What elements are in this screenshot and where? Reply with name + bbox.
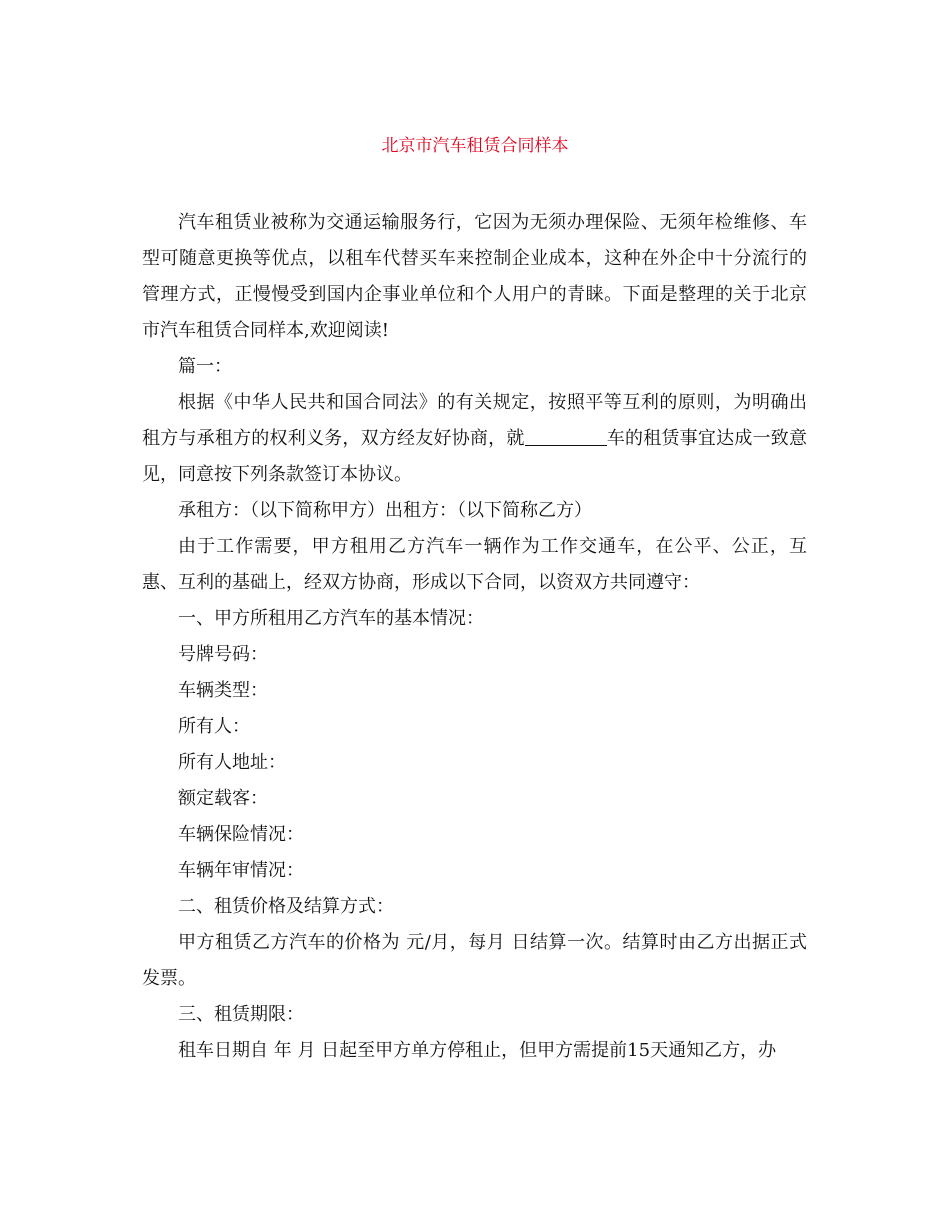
document-title: 北京市汽车租赁合同样本	[381, 136, 569, 156]
field-vehicle-type: 车辆类型：	[178, 680, 268, 701]
clause2-text: 甲方租赁乙方汽车的价格为 元/月，每月 日结算一次。结算时由乙方出据正式发票。	[142, 932, 807, 989]
clause3-heading: 三、租赁期限：	[178, 1004, 304, 1025]
field-insurance: 车辆保险情况：	[178, 824, 304, 845]
purpose-paragraph: 由于工作需要，甲方租用乙方汽车一辆作为工作交通车，在公平、公正，互惠、互利的基础上，经双方协商，形成以下合同，以资双方共同遵守：	[142, 536, 807, 593]
field-annual-inspection: 车辆年审情况：	[178, 860, 304, 881]
intro-paragraph: 汽车租赁业被称为交通运输服务行，它因为无须办理保险、无须年检维修、车型可随意更换等优点，以租车代替买车来控制企业成本，这种在外企中十分流行的管理方式，正慢慢受到国内企事业单位和个人用户的青睐。下面是整理的关于北京市汽车租赁合同样本,欢迎阅读!	[142, 212, 807, 341]
vehicle-blank-line	[525, 427, 607, 446]
parties-paragraph: 承租方：（以下简称甲方）出租方：（以下简称乙方）	[178, 500, 592, 521]
field-rated-passengers: 额定载客：	[178, 788, 268, 809]
clause3-text: 租车日期自 年 月 日起至甲方单方停租止，但甲方需提前15天通知乙方，办	[178, 1040, 777, 1061]
agreement-text-part1: 根据《中华人民共和国合同法》的有关规定，按照平等互利的原则，为明确出租方与承租方的权利义务，双方经友好协商，就	[142, 392, 807, 449]
clause2-heading: 二、租赁价格及结算方式：	[178, 896, 394, 917]
field-plate-number: 号牌号码：	[178, 644, 268, 665]
field-owner-address: 所有人地址：	[178, 752, 286, 773]
field-owner: 所有人：	[178, 716, 250, 737]
clause1-heading: 一、甲方所租用乙方汽车的基本情况：	[178, 608, 484, 629]
section-label: 篇一：	[178, 356, 232, 377]
document-body	[142, 205, 807, 1069]
agreement-paragraph	[142, 385, 807, 493]
agreement-text-part2: 车的租赁事宜达成一致意见，同意按下列条款签订本协议。	[142, 428, 807, 485]
